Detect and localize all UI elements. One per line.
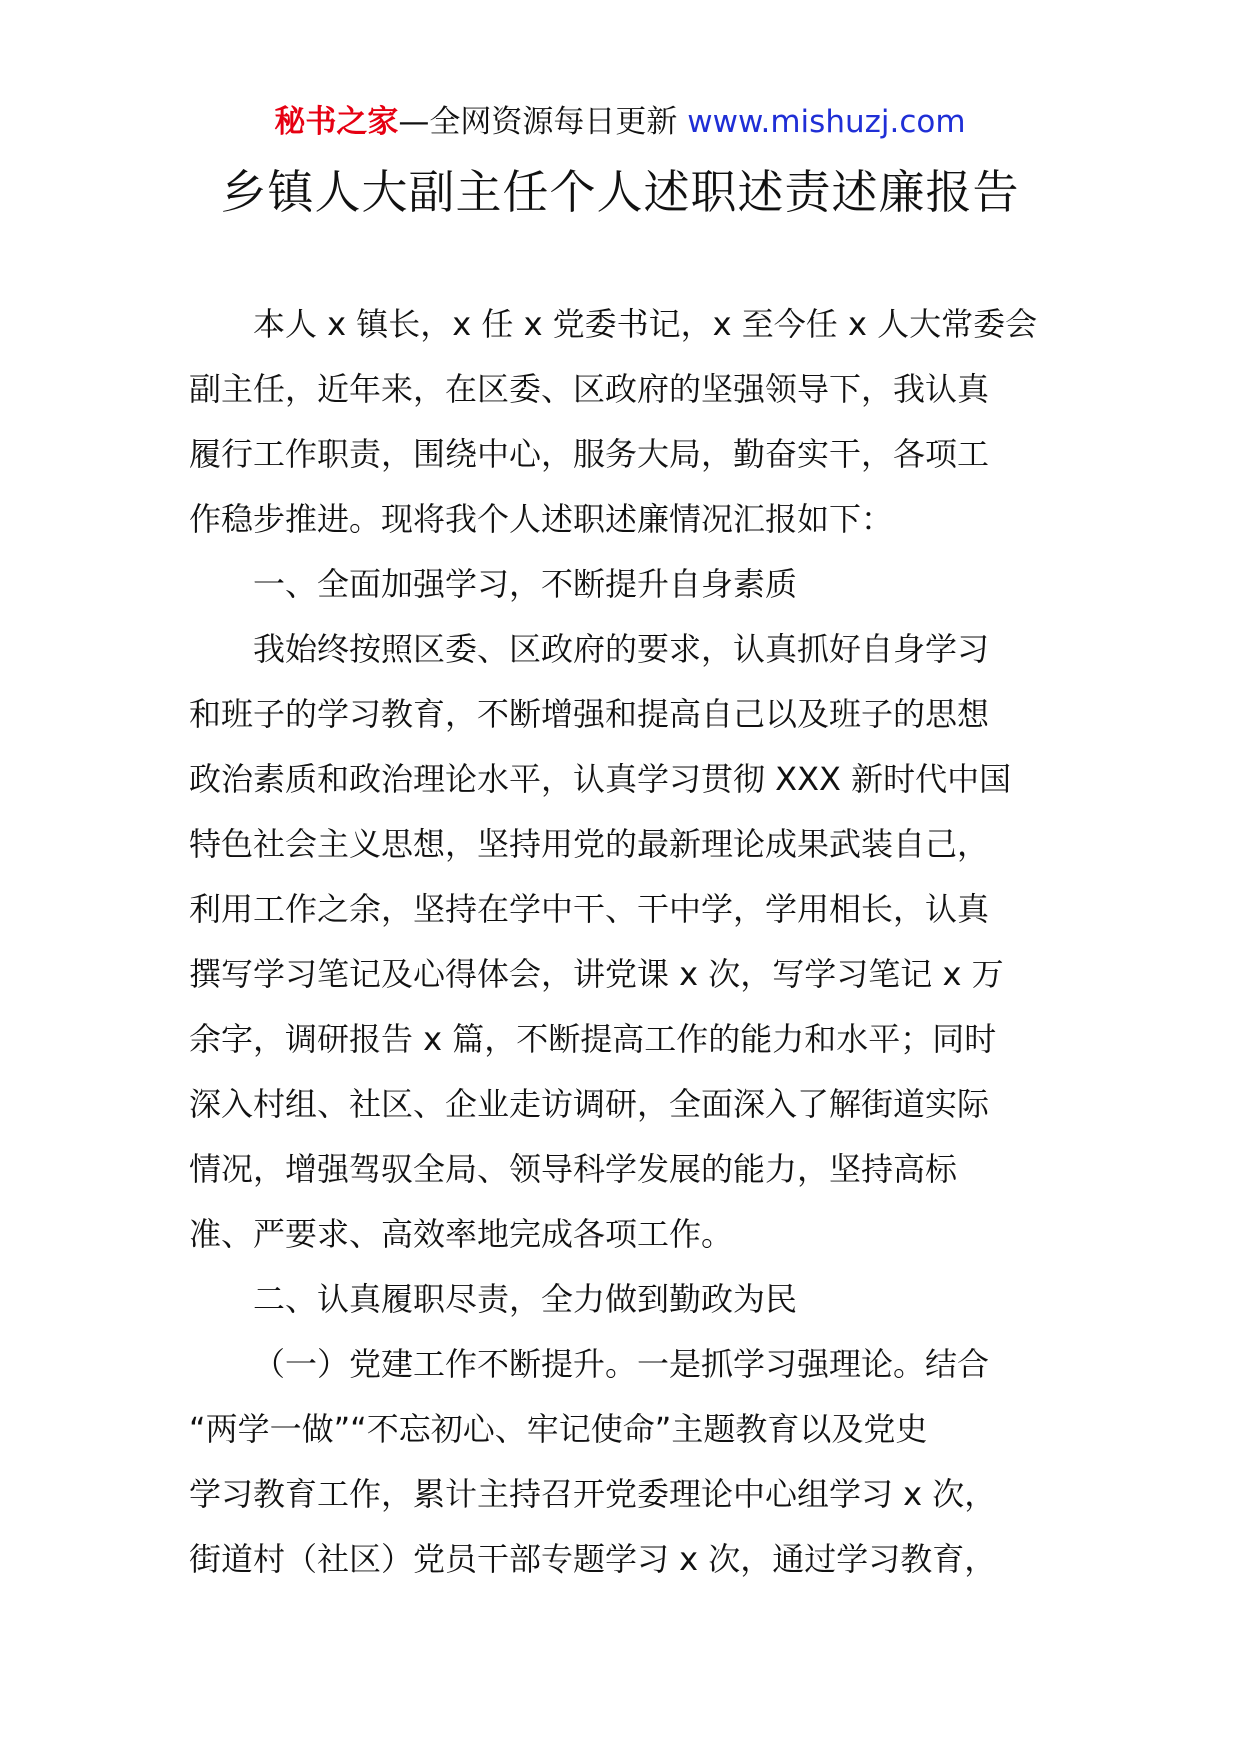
paragraph-line: 我始终按照区委、区政府的要求，认真抓好自身学习 <box>253 630 990 668</box>
paragraph-line: （一）党建工作不断提升。一是抓学习强理论。结合 <box>253 1345 990 1383</box>
paragraph-line: 街道村（社区）党员干部专题学习 x 次，通过学习教育， <box>189 1540 997 1578</box>
paragraph-line: 特色社会主义思想，坚持用党的最新理论成果武装自己， <box>189 825 990 863</box>
paragraph-line: 深入村组、社区、企业走访调研，全面深入了解街道实际 <box>189 1085 990 1123</box>
document-title: 乡镇人大副主任个人述职述责述廉报告 <box>220 165 1020 219</box>
document-body <box>189 292 1059 1592</box>
section-heading-2: 二、认真履职尽责，全力做到勤政为民 <box>253 1280 798 1318</box>
site-header <box>0 102 1240 142</box>
brand-name: 秘书之家 <box>274 104 399 140</box>
paragraph-line: 情况，增强驾驭全局、领导科学发展的能力，坚持高标 <box>189 1150 958 1188</box>
site-url-link[interactable]: www.mishuzj.com <box>687 104 966 140</box>
paragraph-line: 本人 x 镇长，x 任 x 党委书记，x 至今任 x 人大常委会 <box>253 305 1038 343</box>
header-tagline: —全网资源每日更新 <box>398 104 678 140</box>
paragraph-line: 作稳步推进。现将我个人述职述廉情况汇报如下： <box>189 500 894 538</box>
paragraph-line: 和班子的学习教育，不断增强和提高自己以及班子的思想 <box>189 695 990 733</box>
paragraph-line: 副主任，近年来，在区委、区政府的坚强领导下，我认真 <box>189 370 990 408</box>
section-heading-1: 一、全面加强学习，不断提升自身素质 <box>253 565 798 603</box>
paragraph-line: 余字，调研报告 x 篇，不断提高工作的能力和水平；同时 <box>189 1020 997 1058</box>
paragraph-line: 政治素质和政治理论水平，认真学习贯彻 XXX 新时代中国 <box>189 760 1012 798</box>
paragraph-line: 利用工作之余，坚持在学中干、干中学，学用相长，认真 <box>189 890 990 928</box>
paragraph-line: 履行工作职责，围绕中心，服务大局，勤奋实干，各项工 <box>189 435 990 473</box>
paragraph-line: 撰写学习笔记及心得体会，讲党课 x 次，写学习笔记 x 万 <box>189 955 1004 993</box>
paragraph-line: “两学一做”“不忘初心、牢记使命”主题教育以及党史 <box>189 1410 928 1448</box>
paragraph-line: 准、严要求、高效率地完成各项工作。 <box>189 1215 734 1253</box>
paragraph-line: 学习教育工作，累计主持召开党委理论中心组学习 x 次， <box>189 1475 997 1513</box>
